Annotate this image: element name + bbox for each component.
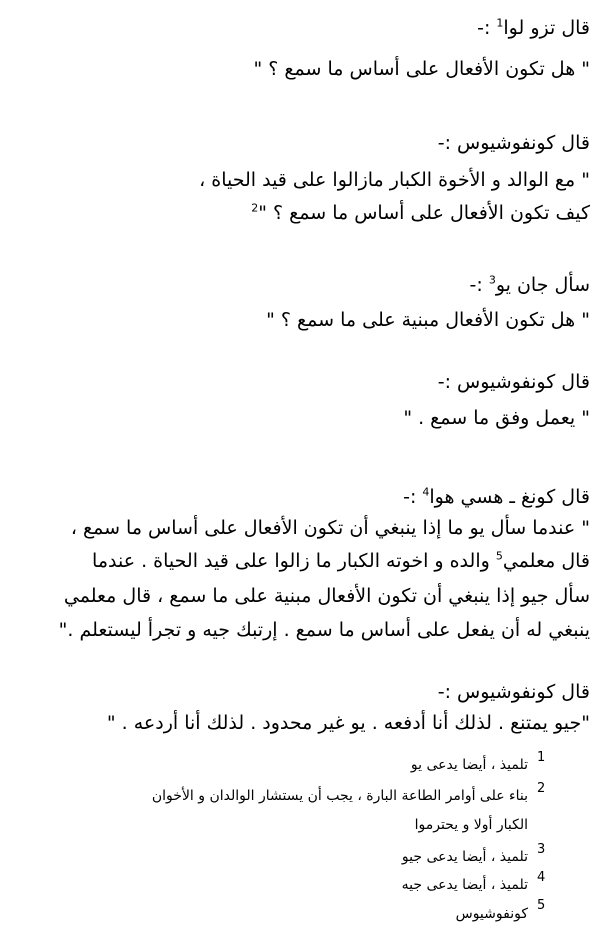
speaker-colon: :- — [469, 274, 489, 296]
speaker-colon: :- — [477, 17, 497, 39]
quote-line: "جيو يمتنع . لذلك أنا أدفعه . يو غير محدود . لذلك أنا أردعه . " — [106, 712, 590, 734]
footnote-text: تلميذ ، أيضا يدعى يو — [410, 757, 528, 773]
speaker-name: سأل جان يو — [495, 274, 590, 296]
quote-text: والده و اخوته الكبار ما زالوا على قيد الحياة . عندما — [92, 550, 496, 572]
footnote-text: كونفوشيوس — [455, 906, 528, 922]
quote-line: " هل تكون الأفعال على أساس ما سمع ؟ " — [253, 58, 590, 80]
footnote-text: تلميذ ، أيضا يدعى جيه — [401, 877, 528, 893]
footnote-number: 5 — [537, 898, 546, 913]
quote-text: قال معلمي — [502, 550, 590, 572]
speaker-line — [469, 273, 590, 296]
footnote-ref: 2 — [251, 201, 259, 215]
speaker-name: قال كونغ ـ هسي هوا — [429, 486, 590, 508]
speaker-line: قال كونفوشيوس :- — [437, 371, 590, 393]
quote-line — [92, 549, 590, 572]
footnote-number: 1 — [537, 750, 546, 765]
speaker-name: قال تزو لوا — [503, 17, 590, 39]
speaker-line: قال كونفوشيوس :- — [437, 681, 590, 703]
quote-line: " مع الوالد و الأخوة الكبار مازالوا على قيد الحياة ، — [199, 169, 590, 191]
quote-line: " عندما سأل يو ما إذا ينبغي أن تكون الأفعال على أساس ما سمع ، — [70, 517, 590, 539]
footnote-ref: 3 — [488, 273, 496, 287]
quote-line: " هل تكون الأفعال مبنية على ما سمع ؟ " — [266, 309, 590, 331]
footnote-text: الكبار أولا و يحترموا — [414, 817, 528, 833]
footnote-ref: 4 — [422, 485, 430, 499]
quote-line — [251, 201, 590, 224]
speaker-line: قال كونفوشيوس :- — [437, 132, 590, 154]
quote-line: " يعمل وفق ما سمع . " — [403, 407, 590, 429]
quote-text: كيف تكون الأفعال على أساس ما سمع ؟ " — [258, 202, 590, 224]
speaker-line — [477, 16, 590, 39]
footnote-ref: 5 — [495, 549, 503, 563]
footnote-number: 3 — [537, 842, 546, 857]
speaker-colon: :- — [403, 486, 423, 508]
footnote-number: 2 — [537, 781, 546, 796]
footnote-ref: 1 — [496, 16, 504, 30]
quote-line: سأل جيو إذا ينبغي أن تكون الأفعال مبنية على ما سمع ، قال معلمي — [63, 585, 590, 607]
footnote-text: بناء على أوامر الطاعة البارة ، يجب أن يستشار الوالدان و الأخوان — [151, 788, 528, 804]
quote-line: ينبغي له أن يفعل على أساس ما سمع . إرتبك جيه و تجرأ ليستعلم ." — [58, 619, 590, 641]
speaker-line — [403, 485, 590, 508]
footnote-number: 4 — [537, 870, 546, 885]
footnote-text: تلميذ ، أيضا يدعى جيو — [401, 849, 528, 865]
